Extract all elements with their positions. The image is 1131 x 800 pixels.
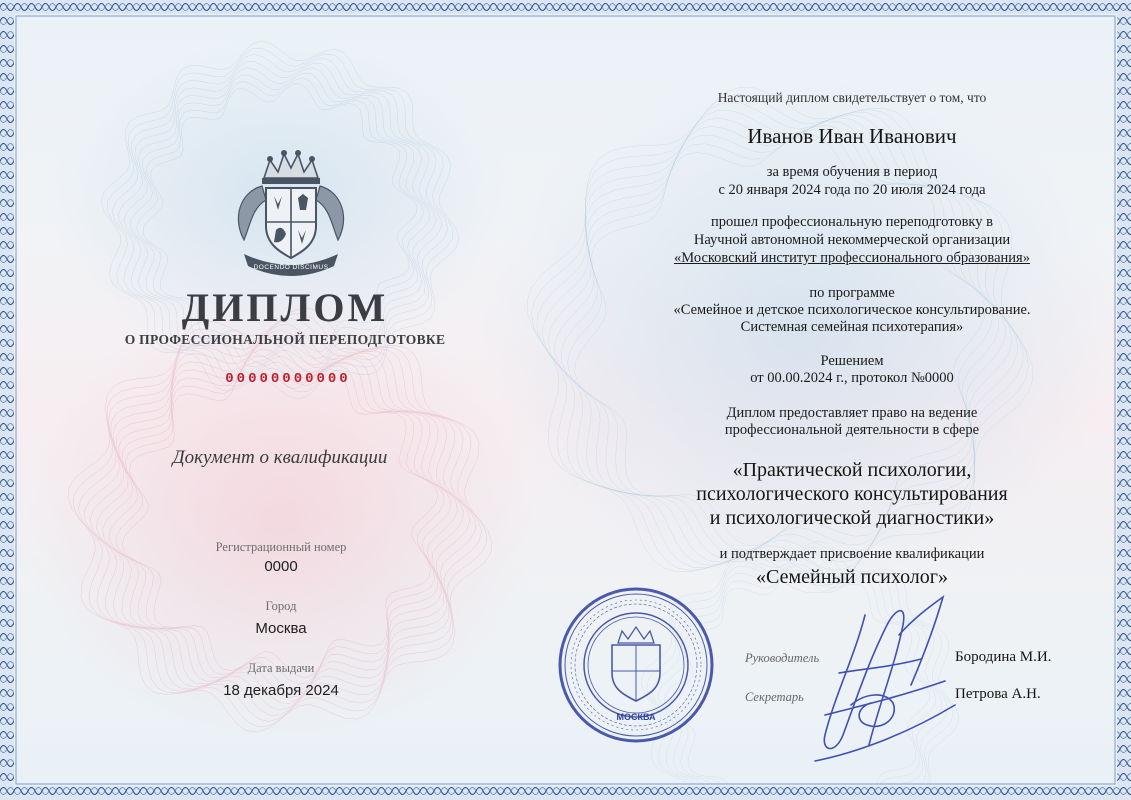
right-line-2: профессиональной деятельности в сфере <box>724 422 980 438</box>
signature-scrawl <box>795 585 965 770</box>
official-seal <box>556 585 716 745</box>
city-value: Москва <box>255 620 307 637</box>
qualification-label: и подтверждает присвоение квалификации <box>719 546 985 562</box>
reg-number-value: 0000 <box>264 558 298 575</box>
director-name: Бородина М.И. <box>955 649 1052 665</box>
org-line-2: Научной автономной некоммерческой организации <box>693 232 1011 248</box>
qualification-value: «Семейный психолог» <box>756 566 948 588</box>
field-line-1: «Практической психологии, <box>732 459 972 481</box>
org-line-3: «Московский институт профессионального образования» <box>674 250 1030 266</box>
decision-label: Решением <box>820 353 884 369</box>
issue-date-label: Дата выдачи <box>247 661 315 675</box>
city-label: Город <box>265 599 297 613</box>
emblem-motto: DOCENDO DISCIMUS <box>253 264 329 271</box>
issue-date-value: 18 декабря 2024 <box>223 682 339 699</box>
recipient-name: Иванов Иван Иванович <box>747 124 957 148</box>
field-line-3: и психологической диагностики» <box>709 507 995 529</box>
serial-number: 00000000000 <box>225 371 351 387</box>
period-line-2: с 20 января 2024 года по 20 июля 2024 года <box>718 182 986 198</box>
document-type: Документ о квалификации <box>172 447 388 468</box>
program-label: по программе <box>809 285 895 301</box>
seal-city: МОСКВА <box>616 712 656 722</box>
director-role-label: Руководитель <box>745 651 820 665</box>
program-line-2: Системная семейная психотерапия» <box>740 319 964 335</box>
diploma-subtitle: О ПРОФЕССИОНАЛЬНОЙ ПЕРЕПОДГОТОВКЕ <box>124 332 446 347</box>
diploma-title: ДИПЛОМ <box>181 285 389 330</box>
program-line-1: «Семейное и детское психологическое консультирование. <box>673 302 1031 318</box>
secretary-role-label: Секретарь <box>745 690 804 704</box>
field-line-2: психологического консультирования <box>696 483 1008 505</box>
reg-number-label: Регистрационный номер <box>215 540 347 554</box>
secretary-name: Петрова А.Н. <box>955 686 1041 702</box>
period-line-1: за время обучения в период <box>766 164 938 180</box>
coat-of-arms-emblem <box>226 148 356 280</box>
decision-line: от 00.00.2024 г., протокол №0000 <box>750 370 954 386</box>
intro-text: Настоящий диплом свидетельствует о том, что <box>717 90 987 105</box>
right-line-1: Диплом предоставляет право на ведение <box>726 405 978 421</box>
org-line-1: прошел профессиональную переподготовку в <box>711 214 993 230</box>
